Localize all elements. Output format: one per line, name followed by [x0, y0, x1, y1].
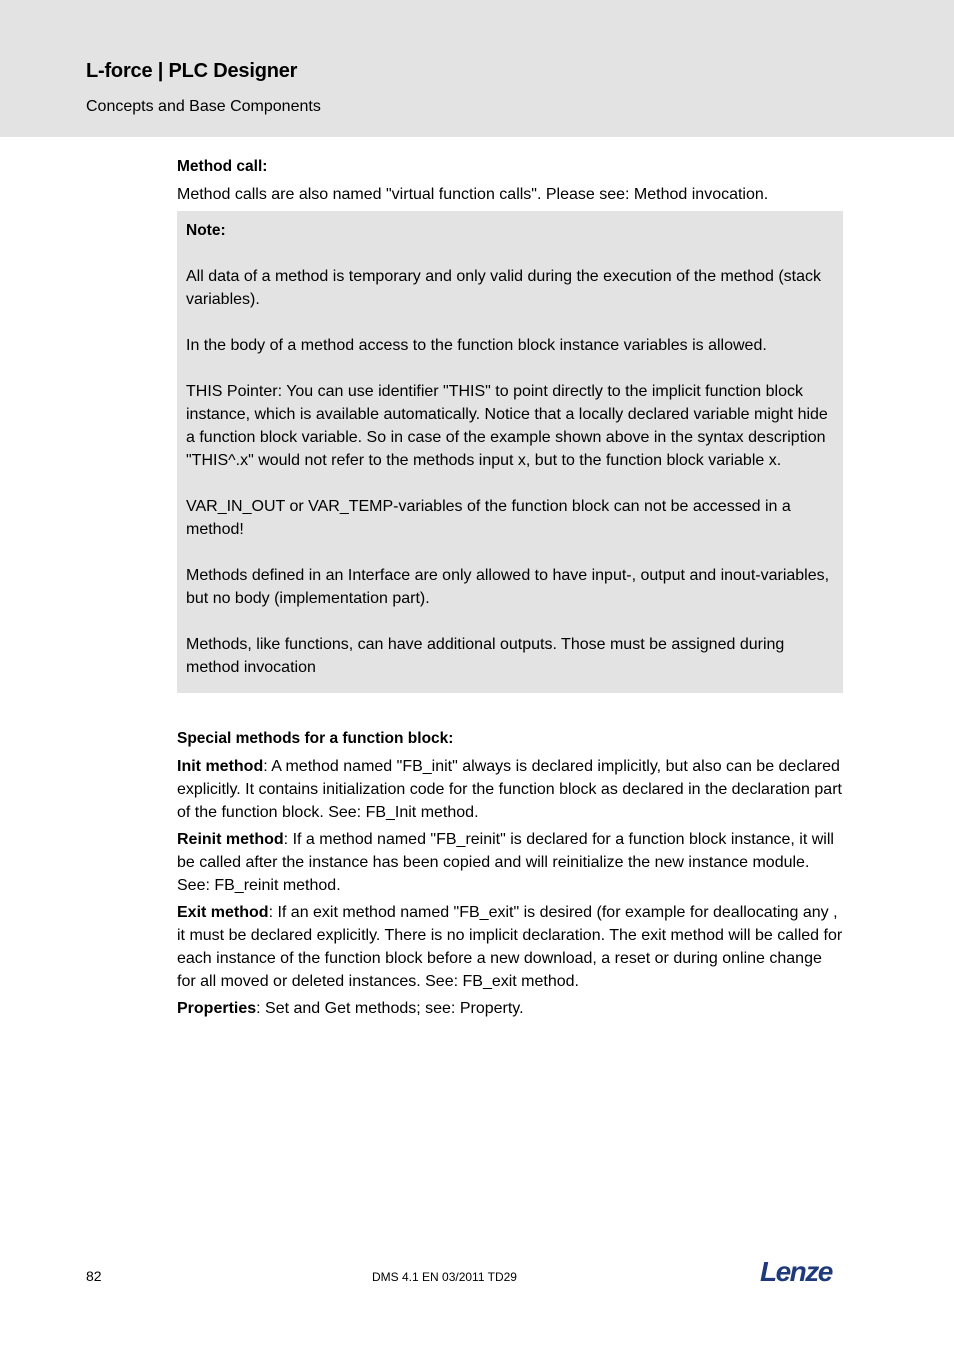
page-header	[0, 0, 954, 137]
page-number: 82	[86, 1268, 102, 1284]
special-methods-heading: Special methods for a function block:	[177, 730, 454, 747]
note-paragraph: THIS Pointer: You can use identifier "THIS" to point directly to the implicit function block instance, which is available automatically. Notice that a locally declared variable might hide a function block variable. So in case of the example shown above in the syntax description "THIS^.x" would not refer to the methods input x, but to the function block variable x.	[186, 383, 828, 469]
note-paragraph: In the body of a method access to the function block instance variables is allowed.	[186, 337, 767, 354]
method-call-text: Method calls are also named "virtual function calls". Please see: Method invocation.	[177, 186, 769, 203]
definition-text: : Set and Get methods; see: Property.	[256, 1000, 524, 1017]
definition-exit-method	[177, 901, 843, 993]
note-paragraph: Methods defined in an Interface are only allowed to have input-, output and inout-variables, but no body (implementation part).	[186, 567, 830, 607]
definition-properties	[177, 997, 843, 1020]
definition-term: Exit method	[177, 904, 269, 921]
definition-term: Reinit method	[177, 831, 284, 848]
definition-init-method	[177, 755, 843, 824]
definition-text: : If an exit method named "FB_exit" is desired (for example for deallocating any , it must be declared explicitly. There is no implicit declaration. The exit method will be called for each instance of the function block before a new download, a reset or during online change for all moved or deleted instances. See: FB_exit method.	[177, 904, 843, 990]
note-heading: Note:	[186, 222, 226, 239]
definition-text: : If a method named "FB_reinit" is declared for a function block instance, it will be called after the instance has been copied and will reinitialize the new instance module. See: FB_reinit method.	[177, 831, 834, 894]
note-paragraph: All data of a method is temporary and only valid during the execution of the method (stack variables).	[186, 268, 822, 308]
definition-term: Properties	[177, 1000, 257, 1017]
definition-reinit-method	[177, 828, 843, 897]
method-call-heading: Method call:	[177, 158, 268, 175]
definition-text: : A method named "FB_init" always is declared implicitly, but also can be declared explicitly. It contains initialization code for the function block as declared in the declaration part of the function block. See: FB_Init method.	[177, 758, 842, 821]
note-paragraph: VAR_IN_OUT or VAR_TEMP-variables of the function block can not be accessed in a method!	[186, 498, 791, 538]
document-id: DMS 4.1 EN 03/2011 TD29	[372, 1270, 517, 1284]
lenze-logo: Lenze	[760, 1256, 832, 1287]
document-title: L-force | PLC Designer	[86, 60, 298, 82]
document-subtitle: Concepts and Base Components	[86, 98, 321, 115]
main-content	[177, 155, 843, 1024]
note-paragraph: Methods, like functions, can have additional outputs. Those must be assigned during method invocation	[186, 636, 785, 676]
note-box	[177, 211, 843, 693]
special-methods-section	[177, 727, 843, 1020]
definition-term: Init method	[177, 758, 264, 775]
